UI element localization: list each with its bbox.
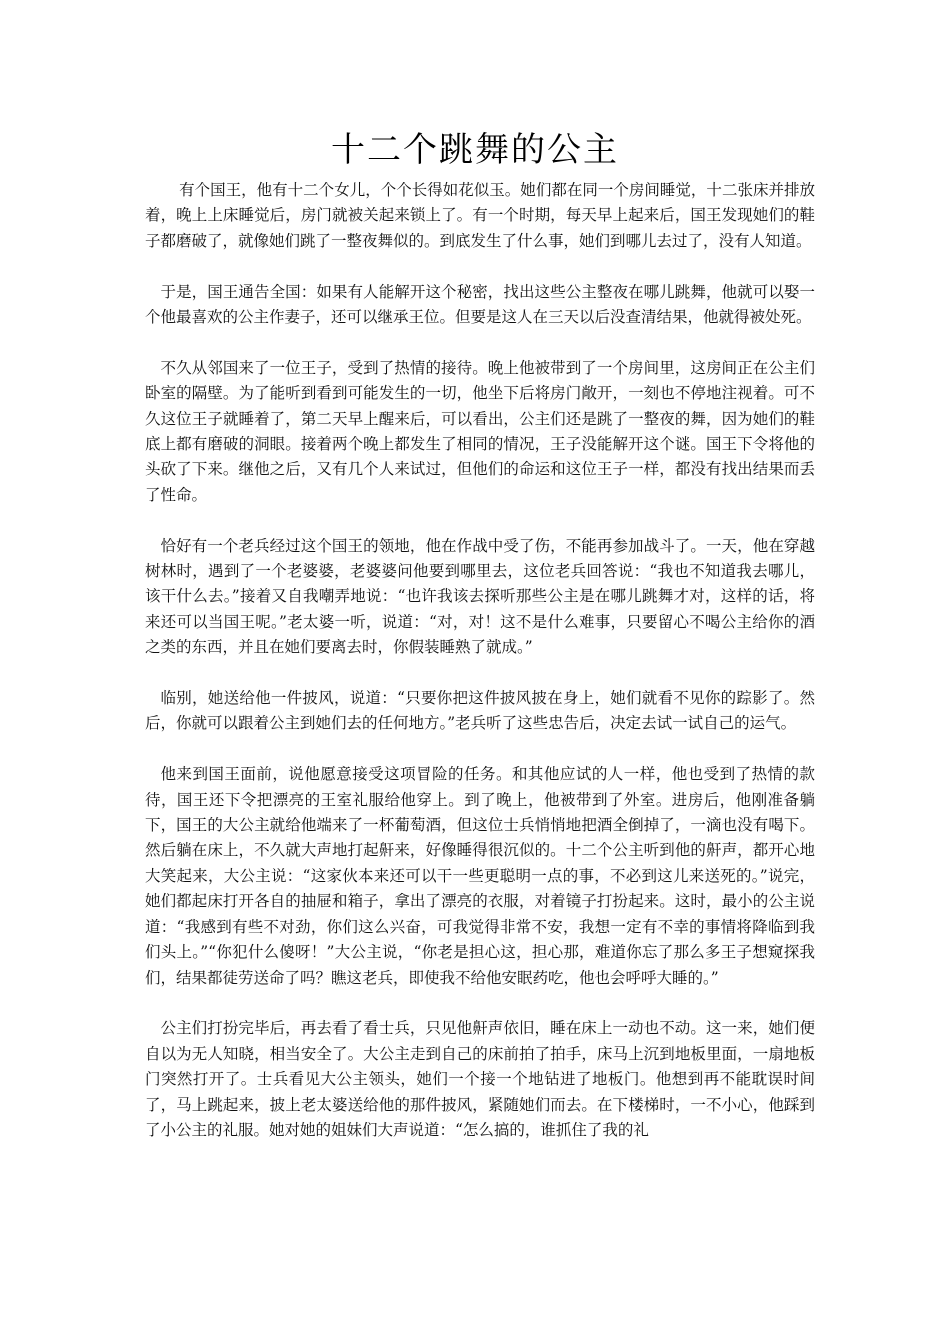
- paragraph-4: 恰好有一个老兵经过这个国王的领地，他在作战中受了伤，不能再参加战斗了。一天，他在穿越树林时，遇到了一个老婆婆，老婆婆问他要到哪里去，这位老兵回答说：“我也不知道我去哪儿，该干什么去。”接着又自我嘲弄地说：“也许我该去探听那些公主是在哪儿跳舞才对，这样的话，将来还可以当国王呢。”老太婆一听，说道：“对，对！这不是什么难事，只要留心不喝公主给你的酒之类的东西，并且在她们要离去时，你假装睡熟了就成。”: [145, 536, 815, 657]
- story-body: [145, 178, 815, 1169]
- paragraph-6: 他来到国王面前，说他愿意接受这项冒险的任务。和其他应试的人一样，他也受到了热情的款待，国王还下令把漂亮的王室礼服给他穿上。到了晚上，他被带到了外室。进房后，他刚准备躺下，国王的大公主就给他端来了一杯葡萄酒，但这位士兵悄悄地把酒全倒掉了，一滴也没有喝下。然后躺在床上，不久就大声地打起鼾来，好像睡得很沉似的。十二个公主听到他的鼾声，都开心地大笑起来，大公主说：“这家伙本来还可以干一些更聪明一点的事，不必到这儿来送死的。”说完，她们都起床打开各自的抽屉和箱子，拿出了漂亮的衣服，对着镜子打扮起来。这时，最小的公主说道：“我感到有些不对劲，你们这么兴奋，可我觉得非常不安，我想一定有不幸的事情将降临到我们头上。”“你犯什么傻呀！”大公主说，“你老是担心这，担心那，难道你忘了那么多王子想窥探我们，结果都徒劳送命了吗？瞧这老兵，即使我不给他安眠药吃，他也会呼呼大睡的。”: [145, 765, 815, 987]
- paragraph-5: 临别，她送给他一件披风，说道：“只要你把这件披风披在身上，她们就看不见你的踪影了。然后，你就可以跟着公主到她们去的任何地方。”老兵听了这些忠告后，决定去试一试自己的运气。: [145, 689, 815, 733]
- paragraph-1: 有个国王，他有十二个女儿，个个长得如花似玉。她们都在同一个房间睡觉，十二张床并排放着，晚上上床睡觉后，房门就被关起来锁上了。有一个时期，每天早上起来后，国王发现她们的鞋子都磨破了，就像她们跳了一整夜舞似的。到底发生了什么事，她们到哪儿去过了，没有人知道。: [145, 181, 815, 250]
- paragraph-7: 公主们打扮完毕后，再去看了看士兵，只见他鼾声依旧，睡在床上一动也不动。这一来，她们便自以为无人知晓，相当安全了。大公主走到自己的床前拍了拍手，床马上沉到地板里面，一扇地板门突然打开了。士兵看见大公主领头，她们一个接一个地钻进了地板门。他想到再不能耽误时间了，马上跳起来，披上老太婆送给他的那件披风，紧随她们而去。在下楼梯时，一不小心，他踩到了小公主的礼服。她对她的姐妹们大声说道：“怎么搞的，谁抓住了我的礼: [145, 1019, 815, 1139]
- story-title: 十二个跳舞的公主: [331, 130, 619, 170]
- paragraph-2: 于是，国王通告全国：如果有人能解开这个秘密，找出这些公主整夜在哪儿跳舞，他就可以娶一个他最喜欢的公主作妻子，还可以继承王位。但要是这人在三天以后没查清结果，他就得被处死。: [145, 282, 815, 327]
- paragraph-3: 不久从邻国来了一位王子，受到了热情的接待。晚上他被带到了一个房间里，这房间正在公主们卧室的隔壁。为了能听到看到可能发生的一切，他坐下后将房门敞开，一刻也不停地注视着。可不久这位王子就睡着了，第二天早上醒来后，可以看出，公主们还是跳了一整夜的舞，因为她们的鞋底上都有磨破的洞眼。接着两个晚上都发生了相同的情况，王子没能解开这个谜。国王下令将他的头砍了下来。继他之后，又有几个人来试过，但他们的命运和这位王子一样，都没有找出结果而丢了性命。: [145, 358, 815, 504]
